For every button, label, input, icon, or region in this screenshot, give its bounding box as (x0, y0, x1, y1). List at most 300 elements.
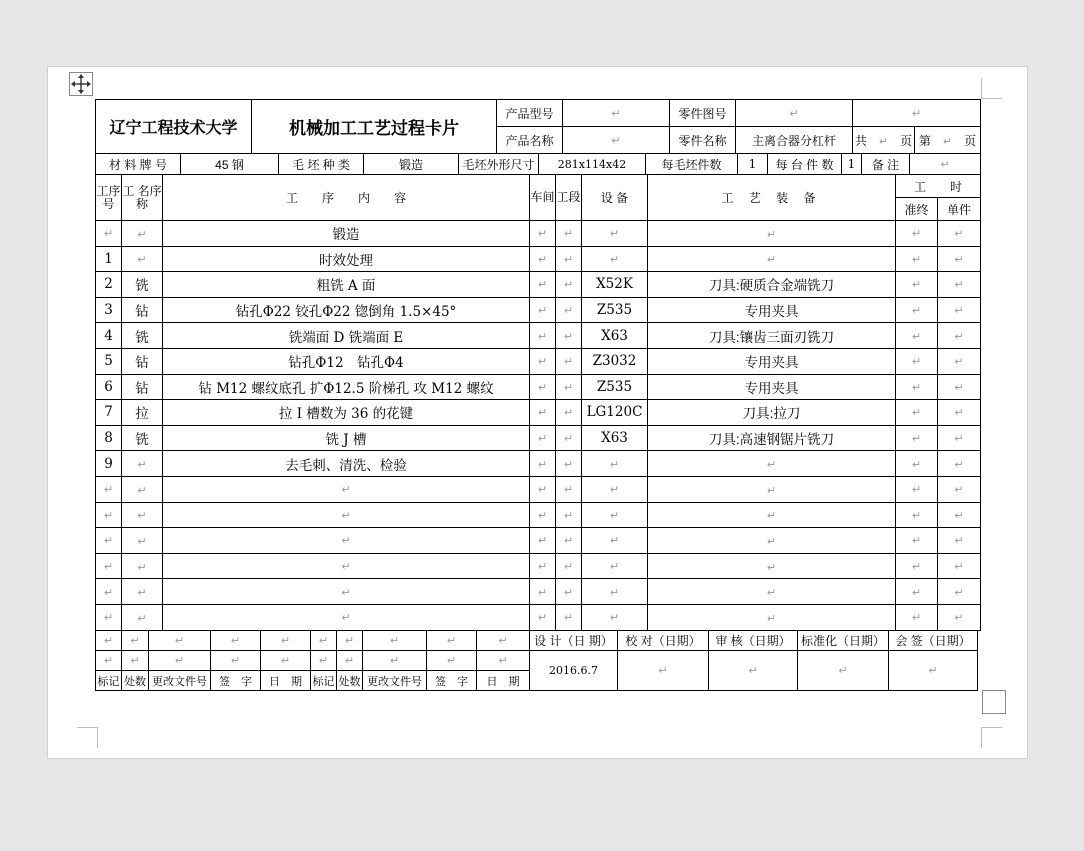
unit-time-cell[interactable] (938, 374, 981, 400)
tooling-cell[interactable]: 专用夹具 (648, 374, 896, 400)
seq-no-cell[interactable] (96, 221, 122, 247)
col-content: 工 序 内 容 (163, 175, 530, 221)
paragraph-mark-icon (912, 304, 921, 317)
seq-name-cell[interactable]: 铣 (122, 272, 163, 298)
footer-cell[interactable] (122, 651, 149, 671)
process-row (96, 323, 981, 349)
tooling-cell[interactable] (648, 451, 896, 477)
paragraph-mark-icon (912, 509, 921, 522)
col-section: 工段 (556, 175, 582, 221)
section-cell[interactable] (556, 553, 582, 579)
part-drawing-no-label: 零件图号 (670, 100, 736, 127)
page-number: 第 ↵ 页 (915, 127, 981, 154)
footer-cell[interactable] (337, 651, 363, 671)
footer-cell[interactable] (427, 651, 477, 671)
equipment-cell[interactable] (582, 579, 648, 605)
paragraph-mark-icon (954, 278, 963, 291)
unit-time-cell[interactable] (938, 425, 981, 451)
workshop-cell[interactable] (530, 425, 556, 451)
paragraph-mark-icon (912, 253, 921, 266)
workshop-cell[interactable] (530, 604, 556, 630)
standard-label: 标准化（日期） (798, 631, 889, 651)
paragraph-mark-icon (564, 432, 573, 445)
paragraph-mark-icon (610, 253, 619, 266)
paragraph-mark-icon (954, 330, 963, 343)
equipment-cell[interactable]: X52K (582, 272, 648, 298)
tooling-cell[interactable] (648, 579, 896, 605)
col-seq-name: 工 名序 称 (122, 175, 163, 221)
seq-name-cell[interactable] (122, 528, 163, 554)
seq-no-cell[interactable] (96, 528, 122, 554)
section-cell[interactable] (556, 451, 582, 477)
col-time: 工 时 (896, 175, 981, 198)
tooling-cell[interactable] (648, 553, 896, 579)
section-cell[interactable] (556, 400, 582, 426)
footer-cell[interactable] (122, 631, 149, 651)
tooling-cell[interactable]: 专用夹具 (648, 348, 896, 374)
paragraph-mark-icon (538, 227, 547, 240)
section-cell[interactable] (556, 221, 582, 247)
seq-no-cell[interactable]: 6 (96, 374, 122, 400)
blank-type-label: 毛 坯 种 类 (279, 154, 364, 175)
tooling-cell[interactable] (648, 221, 896, 247)
header-table (95, 99, 981, 154)
tooling-cell[interactable] (648, 604, 896, 630)
process-row (96, 451, 981, 477)
paragraph-mark-icon (564, 253, 573, 266)
paragraph-mark-icon (912, 483, 921, 496)
tooling-cell[interactable]: 刀具:镶齿三面刃铣刀 (648, 323, 896, 349)
content-cell[interactable]: 粗铣 A 面 (163, 272, 530, 298)
per-unit-label: 每 台 件 数 (768, 154, 842, 175)
process-row (96, 553, 981, 579)
process-row (96, 297, 981, 323)
seq-name-cell[interactable] (122, 579, 163, 605)
equipment-cell[interactable] (582, 476, 648, 502)
margin-corner-mark (77, 727, 98, 748)
footer-cell[interactable] (211, 631, 261, 651)
seq-no-cell[interactable] (96, 553, 122, 579)
blank-size-value[interactable]: 281x114x42 (539, 154, 646, 175)
paragraph-mark-icon (564, 406, 573, 419)
section-cell[interactable] (556, 425, 582, 451)
section-cell[interactable] (556, 502, 582, 528)
section-cell[interactable] (556, 476, 582, 502)
paragraph-mark-icon (538, 406, 547, 419)
material-grade-label: 材 料 牌 号 (96, 154, 181, 175)
seq-no-cell[interactable]: 7 (96, 400, 122, 426)
footer-cell[interactable] (477, 631, 530, 651)
workshop-cell[interactable] (530, 323, 556, 349)
paragraph-mark-icon (564, 227, 573, 240)
place-label: 处数 (122, 671, 149, 691)
seq-name-cell[interactable] (122, 451, 163, 477)
paragraph-mark-icon (954, 381, 963, 394)
footer-cell[interactable] (477, 651, 530, 671)
school-name: 辽宁工程技术大学 (96, 100, 252, 154)
product-name-label: 产品名称 (497, 127, 563, 154)
prep-time-cell[interactable] (896, 246, 938, 272)
col-workshop: 车间 (530, 175, 556, 221)
equipment-cell[interactable]: LG120C (582, 400, 648, 426)
section-cell[interactable] (556, 579, 582, 605)
workshop-cell[interactable] (530, 579, 556, 605)
footer-cell[interactable] (427, 631, 477, 651)
equipment-cell[interactable]: Z535 (582, 297, 648, 323)
page-total: 共 ↵ 页 (853, 127, 915, 154)
content-cell[interactable] (163, 553, 530, 579)
workshop-cell[interactable] (530, 553, 556, 579)
prep-time-cell[interactable] (896, 323, 938, 349)
paragraph-mark-icon (610, 534, 619, 547)
table-resize-handle[interactable] (982, 690, 1006, 714)
prep-time-cell[interactable] (896, 451, 938, 477)
part-drawing-no-cell[interactable] (736, 100, 853, 127)
workshop-cell[interactable] (530, 348, 556, 374)
paragraph-mark-icon (564, 330, 573, 343)
prep-time-cell[interactable] (896, 502, 938, 528)
process-row (96, 425, 981, 451)
paragraph-mark-icon (767, 253, 776, 266)
sign-label: 签 字 (211, 671, 261, 691)
design-label: 设 计（日 期） (530, 631, 618, 651)
process-row (96, 604, 981, 630)
footer-cell[interactable] (261, 651, 311, 671)
paragraph-mark-icon (104, 534, 113, 547)
part-name-label: 零件名称 (670, 127, 736, 154)
prep-time-cell[interactable] (896, 553, 938, 579)
seq-name-cell[interactable]: 拉 (122, 400, 163, 426)
footer-cell[interactable] (149, 651, 211, 671)
seq-no-cell[interactable] (96, 502, 122, 528)
prep-time-cell[interactable] (896, 604, 938, 630)
tooling-cell[interactable] (648, 528, 896, 554)
seq-no-cell[interactable] (96, 476, 122, 502)
prep-time-cell[interactable] (896, 579, 938, 605)
paragraph-mark-icon (538, 355, 547, 368)
paragraph-mark-icon (341, 611, 350, 624)
equipment-cell[interactable]: X63 (582, 425, 648, 451)
workshop-cell[interactable] (530, 451, 556, 477)
paragraph-mark-icon (137, 228, 146, 241)
design-date[interactable]: 2016.6.7 (530, 651, 618, 691)
process-row (96, 246, 981, 272)
footer-cell[interactable] (311, 651, 337, 671)
unit-time-cell[interactable] (938, 297, 981, 323)
paragraph-mark-icon (564, 483, 573, 496)
col-unit: 单件 (938, 198, 981, 221)
paragraph-mark-icon (341, 534, 350, 547)
section-cell[interactable] (556, 323, 582, 349)
paragraph-mark-icon (912, 611, 921, 624)
prep-time-cell[interactable] (896, 348, 938, 374)
tooling-cell[interactable]: 专用夹具 (648, 297, 896, 323)
review-date-cell[interactable] (709, 651, 798, 691)
paragraph-mark-icon (954, 586, 963, 599)
unit-time-cell[interactable] (938, 272, 981, 298)
col-seq-no: 工序号 (96, 175, 122, 221)
content-cell[interactable] (163, 502, 530, 528)
prep-time-cell[interactable] (896, 272, 938, 298)
paragraph-mark-icon (954, 253, 963, 266)
tooling-cell[interactable] (648, 246, 896, 272)
unit-time-cell[interactable] (938, 451, 981, 477)
workshop-cell[interactable] (530, 528, 556, 554)
prep-time-cell[interactable] (896, 528, 938, 554)
seq-name-cell[interactable]: 铣 (122, 425, 163, 451)
prep-time-cell[interactable] (896, 221, 938, 247)
seq-no-cell[interactable]: 1 (96, 246, 122, 272)
seq-no-cell[interactable]: 3 (96, 297, 122, 323)
paragraph-mark-icon (341, 483, 350, 496)
content-cell[interactable] (163, 604, 530, 630)
workshop-cell[interactable] (530, 502, 556, 528)
paragraph-mark-icon (104, 483, 113, 496)
paragraph-mark-icon (912, 458, 921, 471)
check-label: 校 对（日期） (618, 631, 709, 651)
process-row (96, 374, 981, 400)
unit-time-cell[interactable] (938, 553, 981, 579)
paragraph-mark-icon (912, 432, 921, 445)
equipment-cell[interactable]: X63 (582, 323, 648, 349)
seq-no-cell[interactable] (96, 604, 122, 630)
footer-cell[interactable] (96, 631, 122, 651)
equipment-cell[interactable] (582, 451, 648, 477)
process-row (96, 272, 981, 298)
remark-label: 备 注 (862, 154, 910, 175)
date-label: 日 期 (261, 671, 311, 691)
prep-time-cell[interactable] (896, 297, 938, 323)
part-name-value[interactable]: 主离合器分杠杆 (736, 127, 853, 154)
unit-time-cell[interactable] (938, 246, 981, 272)
tooling-cell[interactable] (648, 502, 896, 528)
tooling-cell[interactable]: 刀具:高速钢锯片铣刀 (648, 425, 896, 451)
paragraph-mark-icon (341, 586, 350, 599)
workshop-cell[interactable] (530, 272, 556, 298)
equipment-cell[interactable] (582, 604, 648, 630)
paragraph-mark-icon (912, 278, 921, 291)
paragraph-mark-icon (912, 227, 921, 240)
tooling-cell[interactable]: 刀具:硬质合金端铣刀 (648, 272, 896, 298)
countersign-label: 会 签（日期） (889, 631, 978, 651)
sign-label: 签 字 (427, 671, 477, 691)
workshop-cell[interactable] (530, 297, 556, 323)
col-tooling: 工 艺 装 备 (648, 175, 896, 221)
paragraph-mark-icon (538, 278, 547, 291)
seq-name-cell[interactable]: 钻 (122, 374, 163, 400)
section-cell[interactable] (556, 528, 582, 554)
paragraph-mark-icon (564, 509, 573, 522)
content-cell[interactable] (163, 579, 530, 605)
paragraph-mark-icon (137, 509, 146, 522)
equipment-cell[interactable] (582, 528, 648, 554)
seq-name-cell[interactable] (122, 246, 163, 272)
paragraph-mark-icon (538, 509, 547, 522)
section-cell[interactable] (556, 297, 582, 323)
equipment-cell[interactable] (582, 502, 648, 528)
paragraph-mark-icon (954, 509, 963, 522)
margin-corner-mark (981, 78, 1002, 99)
seq-name-cell[interactable] (122, 553, 163, 579)
section-cell[interactable] (556, 374, 582, 400)
per-blank-label: 每毛坯件数 (646, 154, 738, 175)
footer-cell[interactable] (363, 651, 427, 671)
paragraph-mark-icon (564, 560, 573, 573)
remark-value[interactable] (910, 154, 981, 175)
paragraph-mark-icon (564, 586, 573, 599)
paragraph-mark-icon (538, 534, 547, 547)
unit-time-cell[interactable] (938, 348, 981, 374)
prep-time-cell[interactable] (896, 374, 938, 400)
tooling-cell[interactable] (648, 476, 896, 502)
unit-time-cell[interactable] (938, 400, 981, 426)
blank-type-value[interactable]: 锻造 (364, 154, 459, 175)
workshop-cell[interactable] (530, 400, 556, 426)
process-row (96, 348, 981, 374)
paragraph-mark-icon (912, 586, 921, 599)
equipment-cell[interactable]: Z535 (582, 374, 648, 400)
workshop-cell[interactable] (530, 476, 556, 502)
section-cell[interactable] (556, 246, 582, 272)
paragraph-mark-icon (538, 458, 547, 471)
paragraph-mark-icon (564, 534, 573, 547)
content-cell[interactable]: 去毛刺、清洗、检验 (163, 451, 530, 477)
unit-time-cell[interactable] (938, 221, 981, 247)
paragraph-mark-icon (610, 458, 619, 471)
paragraph-mark-icon (564, 304, 573, 317)
tooling-cell[interactable]: 刀具:拉刀 (648, 400, 896, 426)
equipment-cell[interactable]: Z3032 (582, 348, 648, 374)
section-cell[interactable] (556, 272, 582, 298)
workshop-cell[interactable] (530, 246, 556, 272)
product-name-cell[interactable] (563, 127, 670, 154)
footer-cell[interactable] (211, 651, 261, 671)
paragraph-mark-icon (538, 304, 547, 317)
seq-no-cell[interactable]: 2 (96, 272, 122, 298)
seq-name-cell[interactable]: 钻 (122, 348, 163, 374)
content-cell[interactable]: 拉 I 槽数为 36 的花键 (163, 400, 530, 426)
paragraph-mark-icon (538, 330, 547, 343)
paragraph-mark-icon (954, 355, 963, 368)
content-cell[interactable] (163, 476, 530, 502)
paragraph-mark-icon (954, 406, 963, 419)
place-label: 处数 (337, 671, 363, 691)
equipment-cell[interactable] (582, 246, 648, 272)
footer-cell[interactable] (337, 631, 363, 651)
workshop-cell[interactable] (530, 221, 556, 247)
footer-cell[interactable] (311, 631, 337, 651)
unit-time-cell[interactable] (938, 323, 981, 349)
paragraph-mark-icon (538, 611, 547, 624)
mark-label: 标记 (96, 671, 122, 691)
material-grade-value[interactable]: 45 钢 (181, 154, 279, 175)
paragraph-mark-icon (104, 560, 113, 573)
footer-cell[interactable] (261, 631, 311, 651)
margin-corner-mark (981, 727, 1002, 748)
paragraph-mark-icon (137, 586, 146, 599)
unit-time-cell[interactable] (938, 502, 981, 528)
change-doc-label: 更改文件号 (363, 671, 427, 691)
countersign-date-cell[interactable] (889, 651, 978, 691)
seq-no-cell[interactable]: 8 (96, 425, 122, 451)
paragraph-mark-icon (610, 586, 619, 599)
paragraph-mark-icon (564, 278, 573, 291)
prep-time-cell[interactable] (896, 425, 938, 451)
unit-time-cell[interactable] (938, 476, 981, 502)
unit-time-cell[interactable] (938, 604, 981, 630)
seq-name-cell[interactable] (122, 221, 163, 247)
paragraph-mark-icon (912, 534, 921, 547)
seq-name-cell[interactable]: 钻 (122, 297, 163, 323)
paragraph-mark-icon (137, 612, 146, 625)
footer-cell[interactable] (363, 631, 427, 651)
content-cell[interactable]: 铣端面 D 铣端面 E (163, 323, 530, 349)
seq-no-cell[interactable]: 4 (96, 323, 122, 349)
seq-name-cell[interactable]: 铣 (122, 323, 163, 349)
paragraph-mark-icon (104, 586, 113, 599)
check-date-cell[interactable] (618, 651, 709, 691)
equipment-cell[interactable] (582, 553, 648, 579)
per-unit-value[interactable]: 1 (842, 154, 862, 175)
change-doc-label: 更改文件号 (149, 671, 211, 691)
standard-date-cell[interactable] (798, 651, 889, 691)
process-row (96, 476, 981, 502)
footer-cell[interactable] (96, 651, 122, 671)
section-cell[interactable] (556, 348, 582, 374)
content-cell[interactable]: 时效处理 (163, 246, 530, 272)
per-blank-value[interactable]: 1 (738, 154, 768, 175)
paragraph-mark-icon (137, 561, 146, 574)
content-cell[interactable]: 钻 M12 螺纹底孔 扩Φ12.5 阶梯孔 攻 M12 螺纹 (163, 374, 530, 400)
process-row (96, 579, 981, 605)
content-cell[interactable] (163, 528, 530, 554)
paragraph-mark-icon (954, 304, 963, 317)
paragraph-mark-icon (767, 228, 776, 241)
paragraph-mark-icon (538, 432, 547, 445)
seq-name-cell[interactable] (122, 604, 163, 630)
paragraph-mark-icon (538, 560, 547, 573)
seq-name-cell[interactable] (122, 502, 163, 528)
paragraph-mark-icon (954, 560, 963, 573)
product-model-cell[interactable] (563, 100, 670, 127)
seq-no-cell[interactable]: 5 (96, 348, 122, 374)
footer-cell[interactable] (149, 631, 211, 651)
paragraph-mark-icon (341, 509, 350, 522)
date-label: 日 期 (477, 671, 530, 691)
content-cell[interactable]: 锻造 (163, 221, 530, 247)
unit-time-cell[interactable] (938, 528, 981, 554)
header-blank-cell[interactable] (853, 100, 981, 127)
seq-name-cell[interactable] (122, 476, 163, 502)
workshop-cell[interactable] (530, 374, 556, 400)
seq-no-cell[interactable]: 9 (96, 451, 122, 477)
process-row (96, 502, 981, 528)
content-cell[interactable]: 钻孔Φ22 铰孔Φ22 锪倒角 1.5×45° (163, 297, 530, 323)
table-move-handle-icon[interactable] (69, 72, 93, 96)
unit-time-cell[interactable] (938, 579, 981, 605)
content-cell[interactable]: 钻孔Φ12 钻孔Φ4 (163, 348, 530, 374)
prep-time-cell[interactable] (896, 476, 938, 502)
paragraph-mark-icon (137, 253, 146, 266)
section-cell[interactable] (556, 604, 582, 630)
paragraph-mark-icon (104, 227, 113, 240)
prep-time-cell[interactable] (896, 400, 938, 426)
content-cell[interactable]: 铣 J 槽 (163, 425, 530, 451)
equipment-cell[interactable] (582, 221, 648, 247)
paragraph-mark-icon (954, 432, 963, 445)
paragraph-mark-icon (767, 612, 776, 625)
seq-no-cell[interactable] (96, 579, 122, 605)
